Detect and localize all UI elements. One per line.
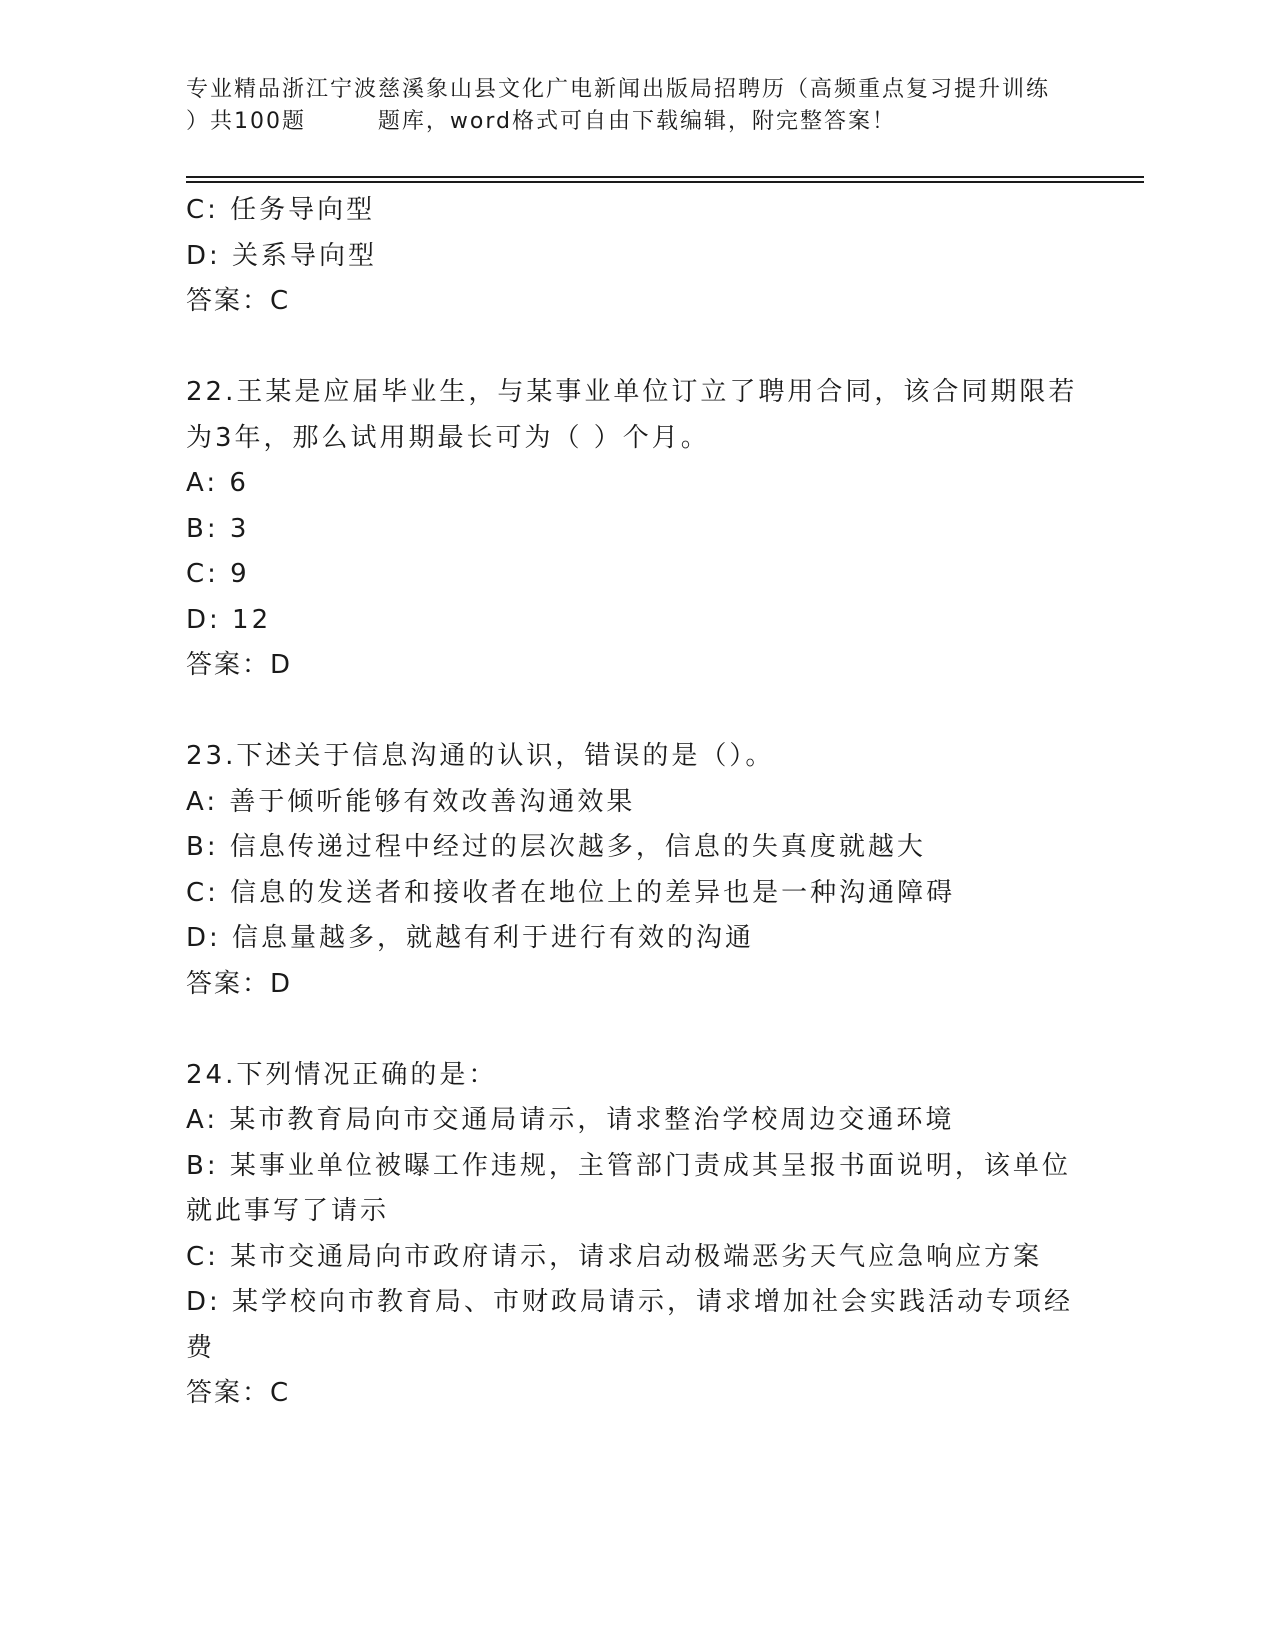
- header-line-1: 专业精品浙江宁波慈溪象山县文化广电新闻出版局招聘历（高频重点复习提升训练: [186, 77, 1051, 102]
- spacer: [186, 689, 1086, 735]
- option-b-line-2: 就此事写了请示: [186, 1196, 390, 1226]
- question-stem-line-2: 为3年，那么试用期最长可为（ ）个月。: [186, 422, 710, 453]
- answer-line: 答案：D: [186, 650, 293, 680]
- header-divider-bottom: [186, 181, 1144, 183]
- question-stem: 24.下列情况正确的是：: [186, 1059, 498, 1090]
- question-stem-line-1: 22.王某是应届毕业生，与某事业单位订立了聘用合同，该合同期限若: [186, 377, 1078, 407]
- spacer: [186, 325, 1086, 371]
- option-b: B: 信息传递过程中经过的层次越多，信息的失真度就越大: [186, 832, 926, 862]
- answer-line: 答案：D: [186, 968, 293, 999]
- option-d-line-1: D: 某学校向市教育局、市财政局请示，请求增加社会实践活动专项经: [186, 1287, 1074, 1317]
- question-23: [186, 734, 1086, 1007]
- option-a: A: 善于倾听能够有效改善沟通效果: [186, 786, 636, 817]
- option-d-line-2: 费: [186, 1332, 216, 1363]
- question-stem: 23.下述关于信息沟通的认识，错误的是（）。: [186, 741, 775, 771]
- document-header: [186, 74, 1106, 138]
- header-divider-top: [186, 176, 1144, 178]
- option-c: C: 某市交通局向市政府请示，请求启动极端恶劣天气应急响应方案: [186, 1241, 1043, 1272]
- option-d: D: 信息量越多，就越有利于进行有效的沟通: [186, 923, 755, 953]
- option-c: C: 任务导向型: [186, 195, 376, 225]
- answer-line: 答案：C: [186, 286, 291, 316]
- option-d: D: 12: [186, 604, 272, 635]
- option-c: C: 信息的发送者和接收者在地位上的差异也是一种沟通障碍: [186, 877, 956, 908]
- answer-line: 答案：C: [186, 1378, 291, 1408]
- spacer: [186, 1007, 1086, 1053]
- option-a: A: 6: [186, 468, 249, 498]
- question-21-tail: [186, 188, 1086, 325]
- option-b: B: 3: [186, 513, 250, 544]
- option-c: C: 9: [186, 559, 250, 589]
- option-d: D: 关系导向型: [186, 240, 378, 271]
- question-22: [186, 370, 1086, 689]
- question-24: [186, 1053, 1086, 1417]
- header-line-2: ）共100题 题库，word格式可自由下载编辑，附完整答案！: [186, 109, 897, 134]
- option-a: A: 某市教育局向市交通局请示，请求整治学校周边交通环境: [186, 1105, 955, 1135]
- document-body: [186, 188, 1086, 1417]
- option-b-line-1: B: 某事业单位被曝工作违规，主管部门责成其呈报书面说明，该单位: [186, 1150, 1071, 1181]
